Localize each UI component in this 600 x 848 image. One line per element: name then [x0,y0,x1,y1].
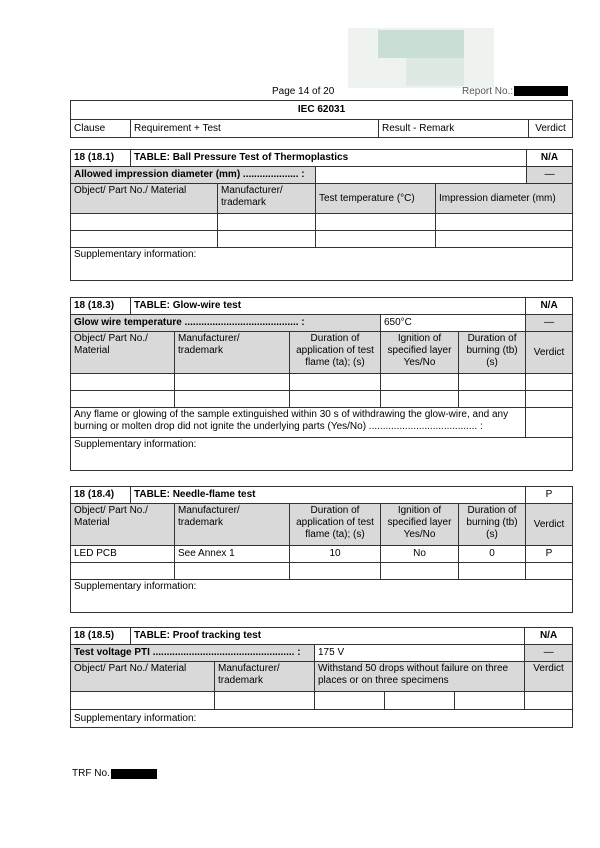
table-cell [455,692,525,710]
table-cell [290,563,381,580]
col-verdict: Verdict [529,120,573,138]
column-header: Ignition of specified layer Yes/No [381,504,459,546]
ball-pressure-table [70,149,573,281]
table-cell [215,692,315,710]
sub-verdict: — [527,167,573,184]
table-cell [71,231,218,248]
table-verdict: N/A [525,628,573,645]
sub-value: 650°C [381,315,526,332]
table-cell [316,214,436,231]
table-cell [71,214,218,231]
column-header: Withstand 50 drops without failure on three places or on three specimens [315,662,525,692]
glow-wire-table [70,297,573,471]
table-cell: 0 [459,546,526,563]
clause-number: 18 (18.5) [71,628,131,645]
table-cell [175,391,290,408]
sub-label: Allowed impression diameter (mm) .................... : [71,167,316,184]
table-cell [385,692,455,710]
table-cell [290,391,381,408]
table-verdict: P [526,487,573,504]
table-title: TABLE: Needle-flame test [131,487,526,504]
table-cell [175,563,290,580]
table-cell [218,231,316,248]
column-header: Manufacturer/ trademark [175,504,290,546]
column-header: Impression diameter (mm) [436,184,573,214]
table-verdict: N/A [526,298,573,315]
trf-label: TRF No. [72,768,110,779]
supplementary-info: Supplementary information: [71,710,573,728]
table-cell [381,391,459,408]
table-cell [459,563,526,580]
report-number-label: Report No.: [462,86,514,97]
column-header: Verdict [526,504,573,546]
column-header: Verdict [526,332,573,374]
table-cell [218,214,316,231]
table-cell: See Annex 1 [175,546,290,563]
standard-header-table [70,100,573,138]
table-cell [71,374,175,391]
redacted-report-number [514,86,568,96]
column-header: Ignition of specified layer Yes/No [381,332,459,374]
sub-label: Glow wire temperature ......................................... : [71,315,381,332]
proof-tracking-table [70,627,573,728]
blurred-watermark-block [378,30,464,58]
note-verdict [526,408,573,438]
table-cell: P [526,546,573,563]
column-header: Manufacturer/ trademark [218,184,316,214]
sub-verdict: — [526,315,573,332]
table-cell [436,231,573,248]
table-title: TABLE: Proof tracking test [131,628,525,645]
table-cell [71,391,175,408]
column-header: Object/ Part No./ Material [71,332,175,374]
table-cell [459,391,526,408]
glow-wire-note: Any flame or glowing of the sample extinguished within 30 s of withdrawing the glow-wire, and any burning or molten drop did not ignite the underlying parts (Yes/No) ....................................... : [71,408,526,438]
table-cell [315,692,385,710]
column-header: Duration of burning (tb) (s) [459,332,526,374]
sub-label: Test voltage PTI ................................................... : [71,645,315,662]
needle-flame-table [70,486,573,613]
table-cell: 10 [290,546,381,563]
column-header: Manufacturer/ trademark [175,332,290,374]
table-title: TABLE: Glow-wire test [131,298,526,315]
column-header: Duration of application of test flame (ta); (s) [290,332,381,374]
page-header [0,86,600,98]
table-cell: LED PCB [71,546,175,563]
table-cell [316,231,436,248]
column-header: Manufacturer/ trademark [215,662,315,692]
table-cell [71,692,215,710]
column-header: Test temperature (°C) [316,184,436,214]
table-cell [526,391,573,408]
sub-verdict: — [525,645,573,662]
clause-number: 18 (18.1) [71,150,131,167]
supplementary-info: Supplementary information: [71,438,573,471]
table-cell [381,563,459,580]
table-cell [526,563,573,580]
trf-footer [72,768,110,779]
supplementary-info: Supplementary information: [71,248,573,281]
table-cell [71,563,175,580]
table-cell [525,692,573,710]
col-requirement: Requirement + Test [131,120,379,138]
table-cell [175,374,290,391]
page-number: Page 14 of 20 [272,86,335,97]
column-header: Object/ Part No./ Material [71,504,175,546]
column-header: Object/ Part No./ Material [71,184,218,214]
clause-number: 18 (18.3) [71,298,131,315]
table-cell [381,374,459,391]
table-cell [436,214,573,231]
table-cell [290,374,381,391]
col-result: Result - Remark [379,120,529,138]
standard-title: IEC 62031 [71,101,573,120]
col-clause: Clause [71,120,131,138]
column-header: Duration of burning (tb) (s) [459,504,526,546]
clause-number: 18 (18.4) [71,487,131,504]
table-cell [526,374,573,391]
redacted-trf-number [111,769,157,779]
sub-value [316,167,527,184]
table-row [71,546,573,563]
table-cell: No [381,546,459,563]
column-header: Duration of application of test flame (ta); (s) [290,504,381,546]
blurred-watermark-block [406,58,464,86]
table-cell [459,374,526,391]
table-title: TABLE: Ball Pressure Test of Thermoplastics [131,150,527,167]
sub-value: 175 V [315,645,525,662]
column-header: Object/ Part No./ Material [71,662,215,692]
table-verdict: N/A [527,150,573,167]
supplementary-info: Supplementary information: [71,580,573,613]
column-header: Verdict [525,662,573,692]
